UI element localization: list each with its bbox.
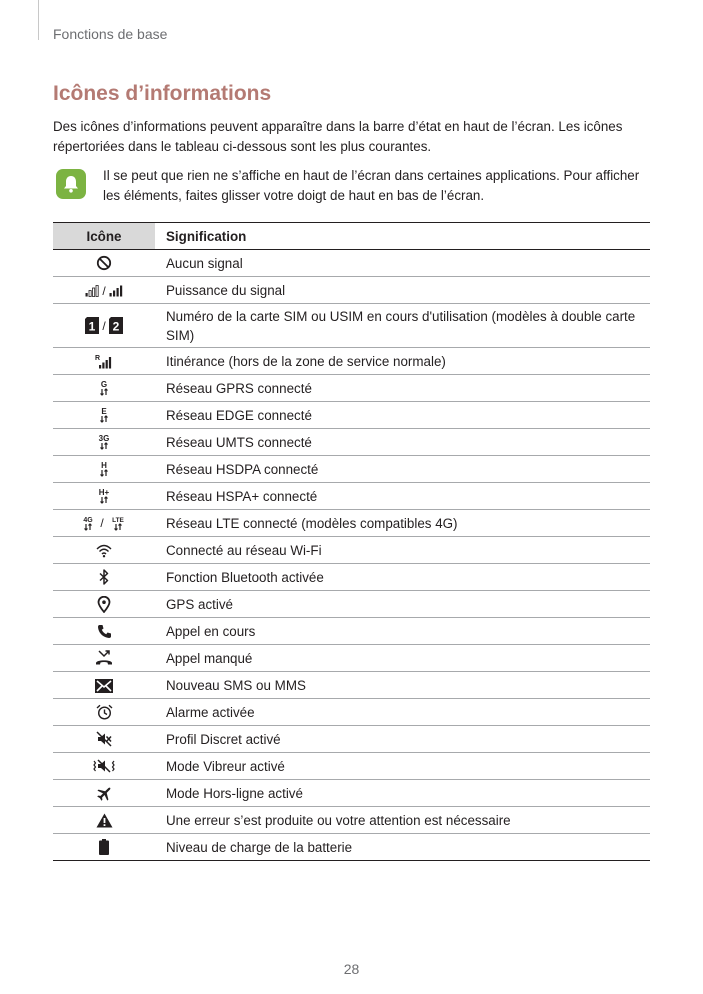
margin-bar	[38, 0, 39, 40]
edge-label: E	[101, 407, 107, 417]
table-row	[53, 618, 650, 645]
table-row	[53, 375, 650, 402]
bluetooth-icon	[98, 569, 110, 585]
table-row	[53, 753, 650, 780]
signal-strength-icon	[109, 285, 123, 297]
row-meaning: GPS activé	[155, 591, 650, 618]
roaming-label: R	[95, 354, 101, 362]
lte-icon	[107, 515, 129, 531]
gps-icon	[97, 596, 111, 613]
missed-call-icon	[95, 650, 113, 666]
mute-icon	[96, 731, 112, 747]
table-row	[53, 780, 650, 807]
row-meaning: Nouveau SMS ou MMS	[155, 672, 650, 699]
row-meaning: Mode Vibreur activé	[155, 753, 650, 780]
row-meaning: Réseau GPRS connecté	[155, 375, 650, 402]
gprs-label: G	[100, 380, 108, 390]
signal-strength-icon	[85, 285, 99, 297]
hspa-plus-icon	[95, 488, 113, 504]
row-meaning: Numéro de la carte SIM ou USIM en cours d'utilisation (modèles à double carte SIM)	[155, 304, 650, 348]
table-row	[53, 726, 650, 753]
row-meaning: Réseau LTE connecté (modèles compatibles 4G)	[155, 510, 650, 537]
row-meaning: Puissance du signal	[155, 277, 650, 304]
row-meaning: Fonction Bluetooth activée	[155, 564, 650, 591]
row-meaning: Itinérance (hors de la zone de service normale)	[155, 348, 650, 375]
column-header-meaning: Signification	[155, 223, 650, 250]
battery-icon	[99, 839, 109, 855]
row-meaning: Niveau de charge de la batterie	[155, 834, 650, 861]
alarm-icon	[96, 704, 113, 720]
row-meaning: Appel en cours	[155, 618, 650, 645]
row-meaning: Profil Discret activé	[155, 726, 650, 753]
row-meaning: Alarme activée	[155, 699, 650, 726]
table-row	[53, 672, 650, 699]
row-meaning: Connecté au réseau Wi-Fi	[155, 537, 650, 564]
separator: /	[102, 318, 106, 333]
umts-icon	[95, 434, 113, 450]
sim-card-number-icon	[109, 317, 123, 334]
roaming-icon	[95, 354, 113, 369]
separator: /	[102, 283, 106, 298]
table-row	[53, 456, 650, 483]
row-meaning: Mode Hors-ligne activé	[155, 780, 650, 807]
column-header-icon: Icône	[53, 223, 155, 250]
table-row	[53, 483, 650, 510]
hsdpa-icon	[95, 461, 113, 477]
warning-icon	[96, 813, 113, 828]
table-row	[53, 429, 650, 456]
row-meaning: Appel manqué	[155, 645, 650, 672]
lte-icon	[79, 515, 97, 531]
table-row	[53, 277, 650, 304]
row-meaning: Aucun signal	[155, 250, 650, 277]
note-text: Il se peut que rien ne s’affiche en haut de l’écran dans certaines applications. Pour afficher les éléments, faites glisser votre doigt de haut en bas de l’écran.	[103, 168, 640, 203]
table-row	[53, 304, 650, 348]
note-bell-icon	[56, 169, 86, 199]
sim1-label: 1	[88, 319, 96, 334]
call-icon	[97, 624, 112, 639]
table-row	[53, 699, 650, 726]
table-row	[53, 807, 650, 834]
wifi-icon	[96, 543, 112, 558]
table-row	[53, 250, 650, 277]
table-row	[53, 564, 650, 591]
table-header-row	[53, 223, 650, 250]
lte-label: LTE	[111, 517, 124, 525]
hsdpa-label: H	[101, 461, 107, 471]
row-meaning: Réseau HSDPA connecté	[155, 456, 650, 483]
row-meaning: Réseau HSPA+ connecté	[155, 483, 650, 510]
row-meaning: Réseau EDGE connecté	[155, 402, 650, 429]
airplane-icon	[96, 785, 113, 802]
no-signal-icon	[96, 255, 112, 271]
row-meaning: Une erreur s’est produite ou votre attention est nécessaire	[155, 807, 650, 834]
table-row	[53, 834, 650, 861]
umts-label: 3G	[98, 434, 110, 444]
edge-icon	[95, 407, 113, 423]
table-row	[53, 348, 650, 375]
lte-4g-label: 4G	[83, 517, 93, 525]
vibrate-icon	[92, 758, 116, 774]
table-row	[53, 645, 650, 672]
intro-paragraph: Des icônes d’informations peuvent apparaître dans la barre d’état en haut de l’écran. Les icônes répertoriées dans le tableau ci-dessous sont les plus courantes.	[53, 119, 623, 154]
sim-card-number-icon	[85, 317, 99, 334]
hspa-plus-label: H+	[98, 488, 110, 498]
table-row	[53, 591, 650, 618]
info-icons-table	[53, 222, 650, 861]
gprs-icon	[95, 380, 113, 396]
separator: /	[100, 516, 104, 531]
sms-icon	[95, 679, 113, 693]
section-title: Icônes d’informations	[53, 82, 272, 105]
table-row	[53, 402, 650, 429]
row-meaning: Réseau UMTS connecté	[155, 429, 650, 456]
sim2-label: 2	[112, 319, 120, 334]
running-head: Fonctions de base	[53, 26, 168, 42]
table-row	[53, 510, 650, 537]
page-number: 28	[343, 961, 360, 977]
table-row	[53, 537, 650, 564]
